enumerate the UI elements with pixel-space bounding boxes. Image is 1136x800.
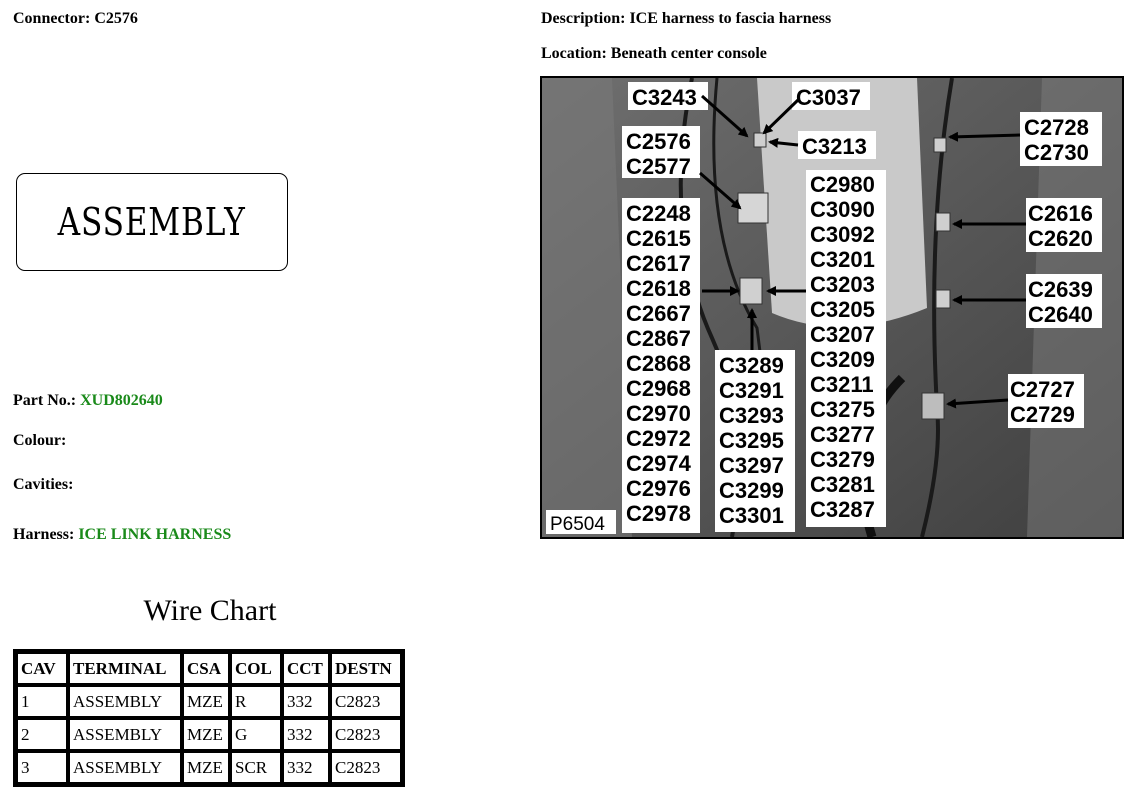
colour-label: Colour: <box>13 432 67 449</box>
connector-c2618-body <box>740 278 762 304</box>
label-c3209: C3209 <box>810 347 875 372</box>
column-header-cct: CCT <box>282 652 330 685</box>
label-c2867: C2867 <box>626 326 691 351</box>
label-c2577: C2577 <box>626 154 691 179</box>
cav-cell: 2 <box>16 718 68 751</box>
label-group-c2576 <box>622 126 700 179</box>
label-c3279: C3279 <box>810 447 875 472</box>
terminal-cell: ASSEMBLY <box>68 718 182 751</box>
wire-chart-table <box>13 649 405 787</box>
description-label: Description: <box>541 10 626 27</box>
label-c3213: C3213 <box>802 134 867 159</box>
location-label: Location: <box>541 45 607 62</box>
location-photo <box>540 76 1124 539</box>
cavities-row <box>13 476 73 494</box>
label-c3301: C3301 <box>719 503 784 528</box>
label-c3291: C3291 <box>719 378 784 403</box>
label-c3295: C3295 <box>719 428 784 453</box>
label-c2974: C2974 <box>626 451 691 476</box>
connector-value: C2576 <box>94 10 138 27</box>
label-c3092: C3092 <box>810 222 875 247</box>
part-no-value: XUD802640 <box>80 392 163 409</box>
label-c2978: C2978 <box>626 501 691 526</box>
connector-c2576-body <box>738 193 768 223</box>
harness-label: Harness: <box>13 526 75 543</box>
label-c3207: C3207 <box>810 322 875 347</box>
label-c2618: C2618 <box>626 276 691 301</box>
wire-chart-header-row <box>16 652 402 685</box>
connector-c2727-body <box>922 393 944 419</box>
label-c3297: C3297 <box>719 453 784 478</box>
photo-canvas <box>542 78 1122 537</box>
col-cell: R <box>230 685 282 718</box>
label-c3201: C3201 <box>810 247 875 272</box>
csa-cell: MZE <box>182 685 230 718</box>
label-c3203: C3203 <box>810 272 875 297</box>
label-c2616: C2616 <box>1028 201 1093 226</box>
location-value: Beneath center console <box>610 45 767 62</box>
cct-cell: 332 <box>282 685 330 718</box>
label-c3289: C3289 <box>719 353 784 378</box>
destn-cell: C2823 <box>330 751 402 784</box>
description-value: ICE harness to fascia harness <box>629 10 832 27</box>
label-c2576: C2576 <box>626 129 691 154</box>
label-c2728: C2728 <box>1024 115 1089 140</box>
destn-cell: C2823 <box>330 718 402 751</box>
label-c3037: C3037 <box>796 85 861 110</box>
label-c2639: C2639 <box>1028 277 1093 302</box>
column-header-destn: DESTN <box>330 652 402 685</box>
column-header-col: COL <box>230 652 282 685</box>
label-c2980: C2980 <box>810 172 875 197</box>
wire-chart-title: Wire Chart <box>143 594 277 627</box>
col-cell: G <box>230 718 282 751</box>
connector-c2639-body <box>936 290 950 308</box>
label-c2868: C2868 <box>626 351 691 376</box>
csa-cell: MZE <box>182 718 230 751</box>
connector-c3213-body <box>754 133 766 147</box>
label-c2617: C2617 <box>626 251 691 276</box>
column-header-cav: CAV <box>16 652 68 685</box>
label-c2667: C2667 <box>626 301 691 326</box>
label-c2972: C2972 <box>626 426 691 451</box>
harness-value: ICE LINK HARNESS <box>78 526 232 543</box>
cavities-label: Cavities: <box>13 476 74 493</box>
column-header-csa: CSA <box>182 652 230 685</box>
label-group-left-column <box>622 198 700 533</box>
label-c3287: C3287 <box>810 497 875 522</box>
label-c2729: C2729 <box>1010 402 1075 427</box>
label-c3277: C3277 <box>810 422 875 447</box>
cct-cell: 332 <box>282 751 330 784</box>
label-c2970: C2970 <box>626 401 691 426</box>
part-no-label: Part No.: <box>13 392 77 409</box>
figure-id: P6504 <box>550 514 605 535</box>
connector-label: Connector: <box>13 10 91 27</box>
column-header-terminal: TERMINAL <box>68 652 182 685</box>
label-c3205: C3205 <box>810 297 875 322</box>
connector-heading <box>13 10 138 28</box>
terminal-cell: ASSEMBLY <box>68 685 182 718</box>
description-heading <box>541 10 831 28</box>
connector-c2616-body <box>936 213 950 231</box>
harness-row <box>13 526 231 544</box>
label-c2968: C2968 <box>626 376 691 401</box>
label-c2615: C2615 <box>626 226 691 251</box>
label-c3211: C3211 <box>810 372 874 397</box>
table-row <box>16 685 402 718</box>
label-c3275: C3275 <box>810 397 875 422</box>
label-c2640: C2640 <box>1028 302 1093 327</box>
connector-c2728-body <box>934 138 946 152</box>
cct-cell: 332 <box>282 718 330 751</box>
colour-row <box>13 432 66 450</box>
assembly-text: ASSEMBLY <box>57 200 247 244</box>
cav-cell: 1 <box>16 685 68 718</box>
label-c3293: C3293 <box>719 403 784 428</box>
table-row <box>16 751 402 784</box>
label-c3281: C3281 <box>810 472 875 497</box>
cav-cell: 3 <box>16 751 68 784</box>
csa-cell: MZE <box>182 751 230 784</box>
col-cell: SCR <box>230 751 282 784</box>
arrow-c2728 <box>950 135 1020 137</box>
label-group-right-center-column <box>806 170 886 527</box>
destn-cell: C2823 <box>330 685 402 718</box>
label-c2730: C2730 <box>1024 140 1089 165</box>
label-group-center-column <box>715 350 795 532</box>
label-c2248: C2248 <box>626 201 691 226</box>
assembly-box <box>16 173 288 271</box>
table-row <box>16 718 402 751</box>
location-heading <box>541 45 767 63</box>
terminal-cell: ASSEMBLY <box>68 751 182 784</box>
label-c3299: C3299 <box>719 478 784 503</box>
label-c2620: C2620 <box>1028 226 1093 251</box>
label-c3090: C3090 <box>810 197 875 222</box>
label-c3243: C3243 <box>632 85 697 110</box>
part-no-row <box>13 392 163 410</box>
label-c2727: C2727 <box>1010 377 1075 402</box>
label-c2976: C2976 <box>626 476 691 501</box>
